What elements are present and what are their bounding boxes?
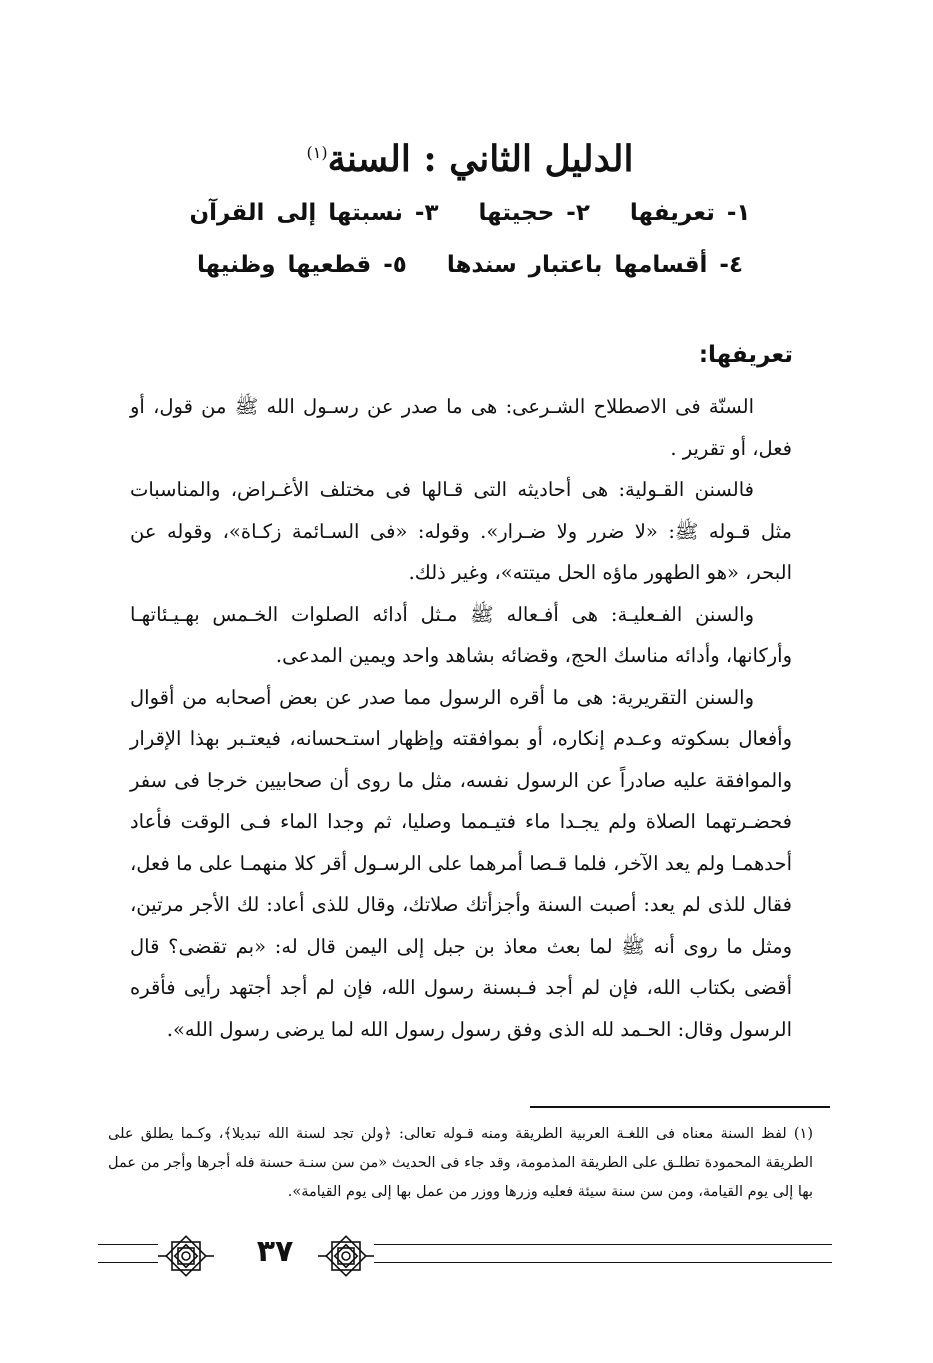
page-number: ٣٧ (256, 1234, 294, 1269)
outline-line-2 (120, 252, 820, 278)
outline-item-3: ٣- نسبتها إلى القرآن (189, 200, 439, 226)
body-text (130, 386, 792, 1050)
footnote-divider (530, 1106, 830, 1108)
footer-rule-right-bottom (374, 1262, 832, 1263)
section-heading: تعريفها: (698, 342, 793, 368)
outline-item-1: ١- تعريفها (629, 200, 751, 226)
paragraph-definition: السنّة فى الاصطلاح الشـرعى: هى ما صدر عن رسـول الله ﷺ من قول، أو فعل، أو تقرير . (130, 395, 792, 460)
footer-rule-left-bottom (98, 1262, 158, 1263)
outline-line-1 (120, 200, 820, 226)
outline-item-4: ٤- أقسامها باعتبار سندها (446, 252, 744, 278)
ornament-star-icon (158, 1228, 214, 1284)
paragraph-verbal-sunnah: فالسنن القـولية: هى أحاديثه التى قـالها فى مختلف الأغـراض، والمناسبات مثل قـوله ﷺ: «لا ضرر ولا ضـرار». وقوله: «فى السـائمة زكـاة»، وقوله عن البحر، «هو الطهور ماؤه الحل ميتته»، وغير ذلك. (130, 478, 792, 584)
paragraph-tacit-sunnah: والسنن التقريرية: هى ما أقره الرسول مما صدر عن بعض أصحابه من أقوال وأفعال بسكوته وعـدم إنكاره، أو بموافقته وإظهار استـحسانه، فيعتـبر بهذا الإقرار والموافقة عليه صادراً عن الرسول نفسه، مثل ما روى أن صحابيين خرجا فى سفر فحضـرتهما الصلاة ولم يجـدا ماء فتيـمما وصليا، ثم وجدا الماء فـى الوقت فأعاد أحدهمـا ولم يعد الآخر، فلما قـصا أمرهما على الرسـول أقر كلا منهمـا على ما فعل، فقال للذى لم يعد: أصبت السنة وأجزأتك صلاتك، وقال للذى أعاد: لك الأجر مرتين، ومثل ما روى أنه ﷺ لما بعث معاذ بن جبل إلى اليمن قال له: «بم تقضى؟ قال أقضى بكتاب الله، فإن لم أجد فـبسنة رسول الله، فإن لم أجد أجتهد رأيى فأقره الرسول وقال: الحـمد لله الذى وفق رسول رسول الله لما يرضى رسول الله». (130, 685, 792, 1041)
footer-rule-right-top (374, 1244, 832, 1245)
footer-rule-left-top (98, 1244, 158, 1245)
chapter-title (120, 138, 820, 180)
ornament-star-icon (318, 1228, 374, 1284)
page-footer (0, 1228, 933, 1288)
outline-item-2: ٢- حجيتها (478, 200, 590, 226)
outline-item-5: ٥- قطعيها وظنيها (196, 252, 407, 278)
footnote-text: (١) لفظ السنة معناه فى اللغـة العربية الطريقة ومنه قـوله تعالى: ﴿ولن تجد لسنة الله تبديلا﴾، وكـما يطلق على الطريقة المحمودة تطلـق على الطريقة المذمومة، وقد جاء فى الحديث «من سن سنـة حسنة فله أجرها وأجر من عمل بها إلى يوم القيامة، ومن سن سنة سيئة فعليه وزرها ووزر من عمل بها إلى يوم القيامة». (108, 1126, 813, 1200)
chapter-title-text: الدليل الثاني : السنة (327, 138, 634, 180)
paragraph-practical-sunnah: والسنن الفـعليـة: هى أفـعاله ﷺ مـثل أدائه الصلوات الخـمس بهـيـئاتهـا وأركانها، وأدائه مناسك الحج، وقضائه بشاهد واحد ويمين المدعى. (130, 602, 792, 667)
footnote-marker: (١) (306, 143, 328, 162)
